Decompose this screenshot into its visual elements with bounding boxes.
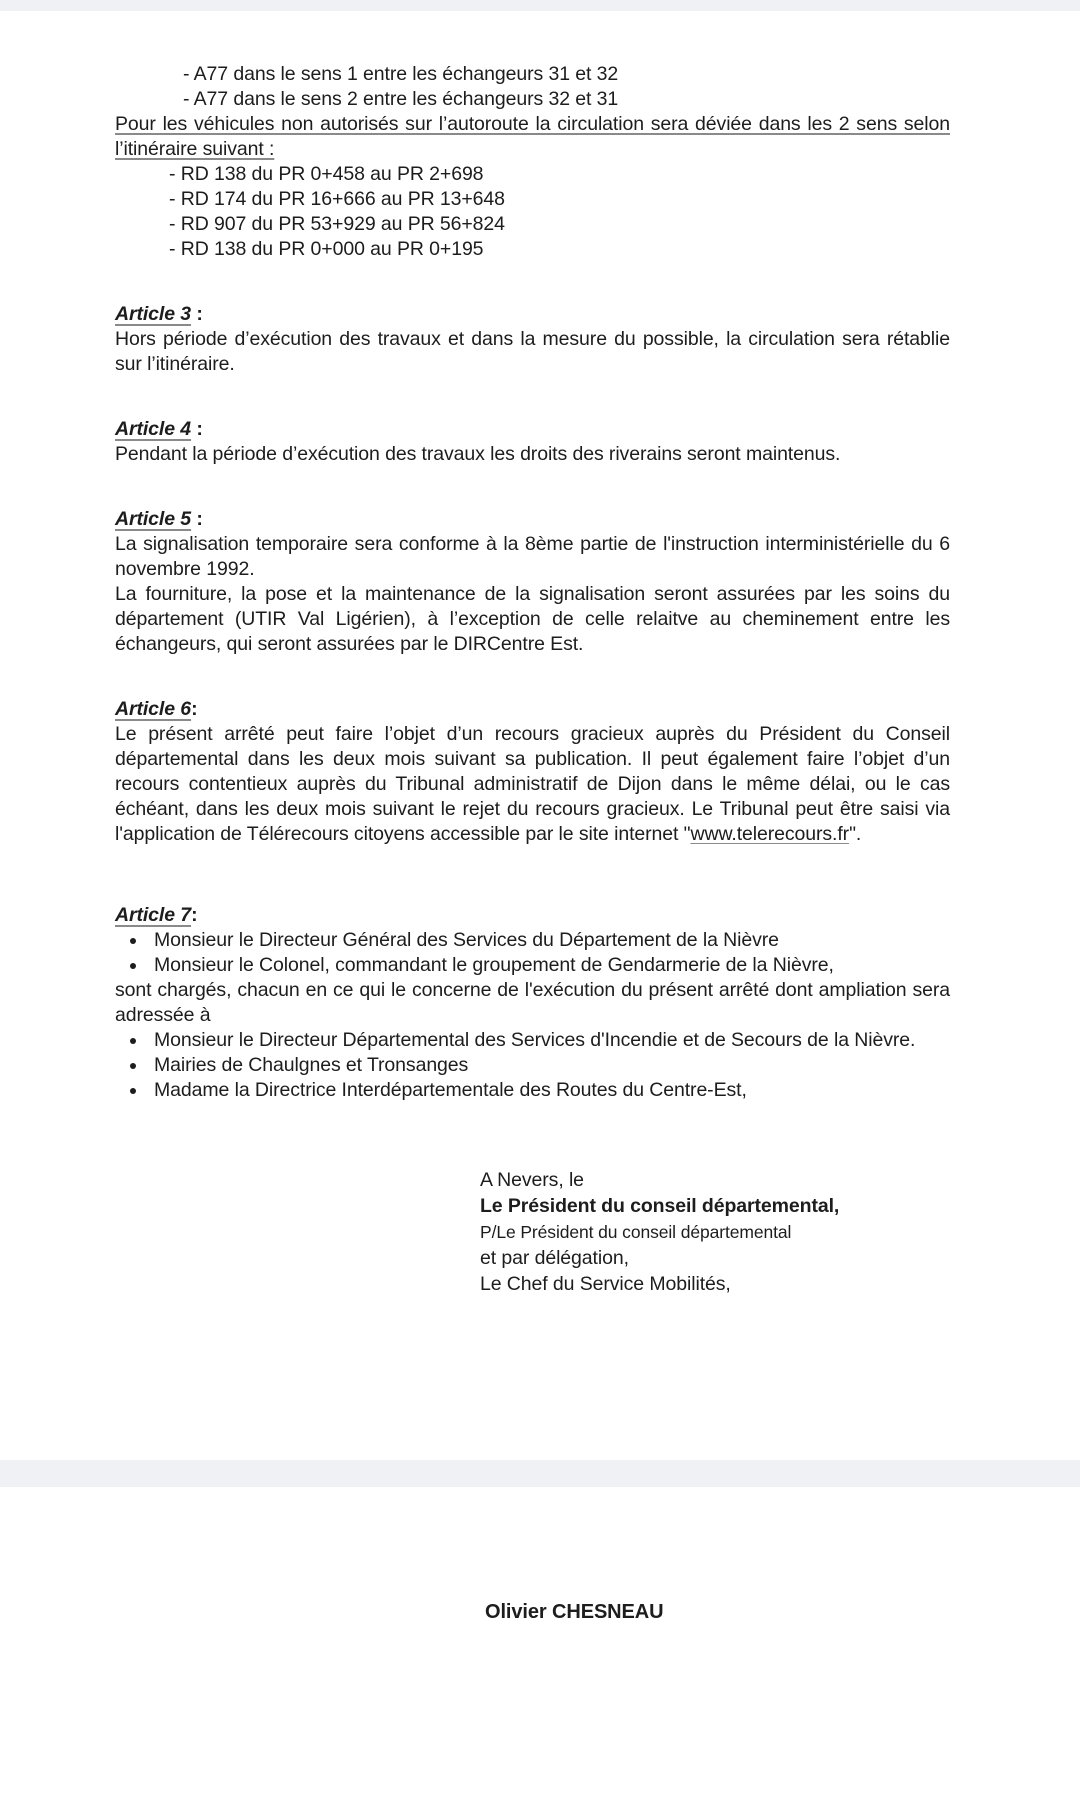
article-4-heading bbox=[115, 417, 950, 442]
page-bottom-divider bbox=[0, 1460, 1080, 1487]
article-5-paragraph-1: La signalisation temporaire sera conforme à la 8ème partie de l'instruction interministérielle du 6 novembre 1992. bbox=[115, 533, 950, 580]
list-item: - RD 138 du PR 0+000 au PR 0+195 bbox=[169, 238, 484, 260]
list-item: - RD 907 du PR 53+929 au PR 56+824 bbox=[169, 213, 505, 235]
article-6-text-before: Le présent arrêté peut faire l’objet d’un recours gracieux auprès du Président du Conseil départemental dans les deux mois suivant sa publication. Il peut également faire l’objet d’un recours contentieux auprès du Tribunal administratif de Dijon dans le même délai, ou le cas échéant, dans les deux mois suivant le rejet du recours gracieux. Le Tribunal peut être saisi via l'application de Télérecours citoyens accessible par le site internet " bbox=[115, 723, 950, 845]
list-item: • Monsieur le Directeur Général des Services du Département de la Nièvre bbox=[148, 928, 950, 953]
article-4-colon: : bbox=[191, 418, 203, 440]
article-7 bbox=[115, 903, 950, 1103]
telerecours-link[interactable]: www.telerecours.fr bbox=[690, 823, 850, 845]
article-3-colon: : bbox=[191, 303, 203, 325]
list-item: • Monsieur le Directeur Départemental des Services d'Incendie et de Secours de la Nièvre. bbox=[148, 1028, 950, 1053]
article-6-text-after: ". bbox=[849, 823, 862, 845]
article-7-primary-recipients bbox=[115, 928, 950, 978]
page-top-divider bbox=[0, 0, 1080, 11]
signature-block bbox=[480, 1167, 950, 1297]
list-item: • Monsieur le Colonel, commandant le groupement de Gendarmerie de la Nièvre, bbox=[148, 953, 950, 978]
signature-delegation-by: et par délégation, bbox=[480, 1247, 629, 1269]
article-4-body: Pendant la période d’exécution des travaux les droits des riverains seront maintenus. bbox=[115, 443, 841, 465]
article-7-charge-text: sont chargés, chacun en ce qui le concerne de l'exécution du présent arrêté dont ampliation sera adressée à bbox=[115, 979, 950, 1026]
article-5-label: Article 5 bbox=[115, 508, 192, 530]
article-3-heading bbox=[115, 302, 950, 327]
article-3-label: Article 3 bbox=[115, 303, 192, 325]
list-item: - RD 138 du PR 0+458 au PR 2+698 bbox=[169, 163, 484, 185]
list-item: • Mairies de Chaulgnes et Tronsanges bbox=[148, 1053, 950, 1078]
a77-directions-list bbox=[115, 62, 950, 112]
article-7-colon: : bbox=[191, 904, 198, 926]
signature-delegation-for: P/Le Président du conseil départemental bbox=[480, 1222, 792, 1242]
signature-role: Le Chef du Service Mobilités, bbox=[480, 1273, 731, 1295]
article-5 bbox=[115, 507, 950, 657]
list-item: - A77 dans le sens 2 entre les échangeurs 32 et 31 bbox=[183, 88, 619, 110]
article-7-copy-recipients bbox=[115, 1028, 950, 1103]
document-page bbox=[0, 11, 1080, 1297]
article-4-label: Article 4 bbox=[115, 418, 192, 440]
article-5-colon: : bbox=[191, 508, 203, 530]
deviation-routes-list bbox=[115, 162, 950, 262]
list-item: • Madame la Directrice Interdépartementale des Routes du Centre-Est, bbox=[148, 1078, 950, 1103]
signature-place: A Nevers, le bbox=[480, 1169, 584, 1191]
article-5-paragraph-2: La fourniture, la pose et la maintenance de la signalisation seront assurées par les soins du département (UTIR Val Ligérien), à l’exception de celle relaitve au cheminement entre les échangeurs, qui seront assurées par le DIRCentre Est. bbox=[115, 583, 950, 655]
article-6-label: Article 6 bbox=[115, 698, 192, 720]
list-item: - A77 dans le sens 1 entre les échangeurs 31 et 32 bbox=[183, 63, 619, 85]
article-6-heading bbox=[115, 697, 950, 722]
article-6-colon: : bbox=[191, 698, 198, 720]
article-4 bbox=[115, 417, 950, 467]
article-6-body bbox=[115, 722, 950, 847]
article-3 bbox=[115, 302, 950, 377]
article-7-heading bbox=[115, 903, 950, 928]
article-7-label: Article 7 bbox=[115, 904, 192, 926]
article-6 bbox=[115, 697, 950, 847]
signatory-name: Olivier CHESNEAU bbox=[485, 1601, 664, 1623]
article-3-body: Hors période d’exécution des travaux et dans la mesure du possible, la circulation sera rétablie sur l’itinéraire. bbox=[115, 328, 950, 375]
article-5-heading bbox=[115, 507, 950, 532]
list-item: - RD 174 du PR 16+666 au PR 13+648 bbox=[169, 188, 505, 210]
deviation-note: Pour les véhicules non autorisés sur l’autoroute la circulation sera déviée dans les 2 sens selon l’itinéraire suivant : bbox=[115, 113, 950, 160]
signature-title: Le Président du conseil départemental, bbox=[480, 1195, 840, 1217]
